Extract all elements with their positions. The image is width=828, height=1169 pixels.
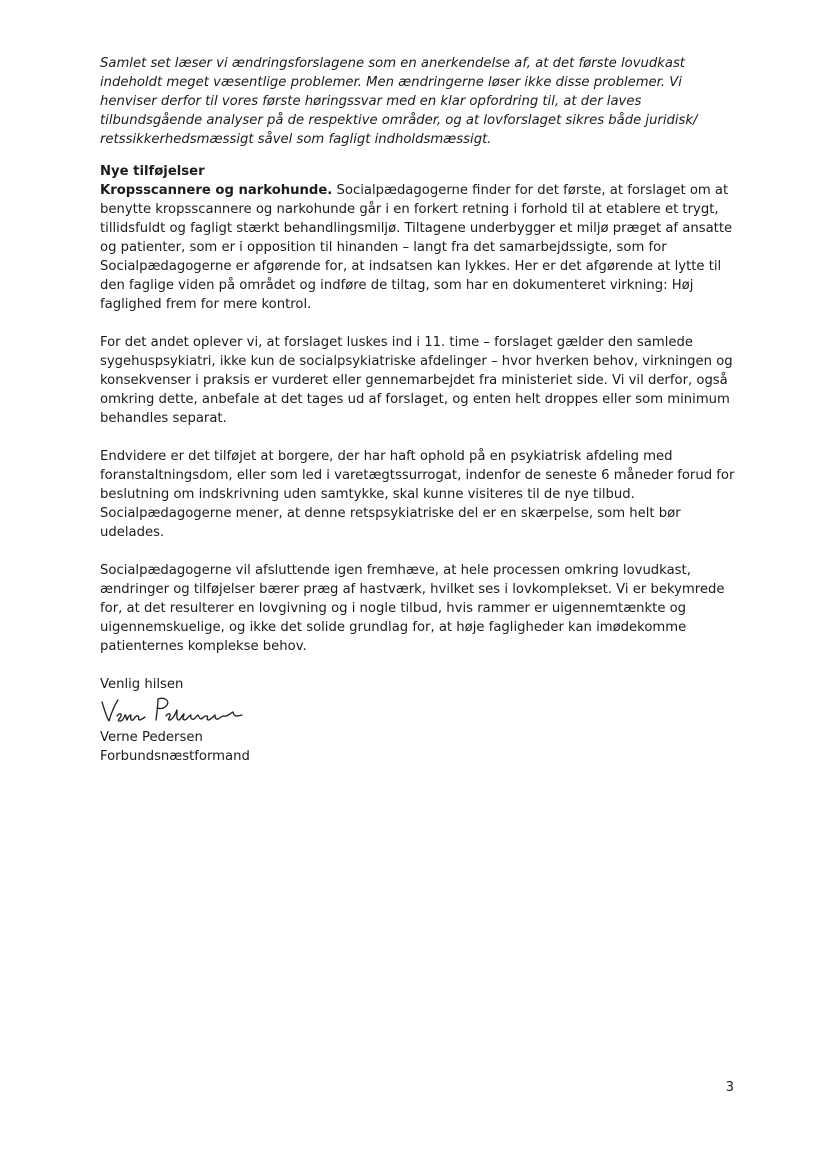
- paragraph-forensic: Endvidere er det tilføjet at borgere, der har haft ophold på en psykiatrisk afdeling med foranstaltningsdom, eller som led i varetægtssurrogat, indenfor de seneste 6 måneder forud for beslutning om indskrivning uden samtykke, skal kunne visiteres til de nye tilbud. Socialpædagogerne mener, at denne retspsykiatriske del er en skærpelse, som helt bør udelades.: [100, 449, 735, 540]
- spacer: [100, 542, 740, 561]
- spacer: [100, 149, 740, 162]
- paragraph-lead: Kropsscannere og narkohunde.: [100, 183, 333, 198]
- paragraph-second-point: For det andet oplever vi, at forslaget luskes ind i 11. time – forslaget gælder den samlede sygehuspsykiatri, ikke kun de socialpsykiatriske afdelinger – hvor hverken behov, virkningen og konsekvenser i praksis er vurderet eller gennemarbejdet fra ministeriet side. Vi vil derfor, også omkring dette, anbefale at det tages ud af forslaget, og enten helt droppes eller som minimum behandles separat.: [100, 335, 733, 426]
- signer-title: Forbundsnæstformand: [100, 749, 250, 764]
- section-heading: Nye tilføjelser: [100, 164, 205, 179]
- spacer: [100, 428, 740, 447]
- spacer: [100, 656, 740, 675]
- closing-greeting: Venlig hilsen: [100, 677, 184, 692]
- paragraph-body-scanners: [100, 181, 740, 314]
- document-page: [100, 54, 740, 766]
- signature-icon: [100, 694, 250, 728]
- paragraph-conclusion: Socialpædagogerne vil afsluttende igen fremhæve, at hele processen omkring lovudkast, ændringer og tilføjelser bærer præg af hastværk, hvilket ses i lovkomplekset. Vi er bekymrede for, at det resulterer en lovgivning og i nogle tilbud, hvis rammer er uigennemtænkte og uigennemskuelige, og ikke det solide grundlag for, at høje fagligheder kan imødekomme patienternes komplekse behov.: [100, 563, 725, 654]
- intro-paragraph: Samlet set læser vi ændringsforslagene som en anerkendelse af, at det første lovudkast indeholdt meget væsentlige problemer. Men ændringerne løser ikke disse problemer. Vi henviser derfor til vores første høringssvar med en klar opfordring til, at der laves tilbundsgående analyser på de respektive områder, og at lovforslaget sikres både juridisk/ retssikkerhedsmæssigt såvel som fagligt indholdsmæssigt.: [100, 56, 698, 147]
- paragraph-text: Socialpædagogerne finder for det første, at forslaget om at benytte kropsscannere og narkohunde går i en forkert retning i forhold til at etablere et trygt, tillidsfuldt og fagligt stærkt behandlingsmiljø. Tiltagene underbygger et miljø præget af ansatte og patienter, som er i opposition til hinanden – langt fra det samarbejdssigte, som for Socialpædagogerne er afgørende for, at indsatsen kan lykkes. Her er det afgørende at lytte til den faglige viden på området og indføre de tiltag, som har en dokumenteret virkning: Høj faglighed frem for mere kontrol.: [100, 183, 733, 312]
- handwritten-signature: [100, 694, 740, 728]
- spacer: [100, 314, 740, 333]
- page-number: 3: [725, 1080, 734, 1095]
- signer-name: Verne Pedersen: [100, 730, 203, 745]
